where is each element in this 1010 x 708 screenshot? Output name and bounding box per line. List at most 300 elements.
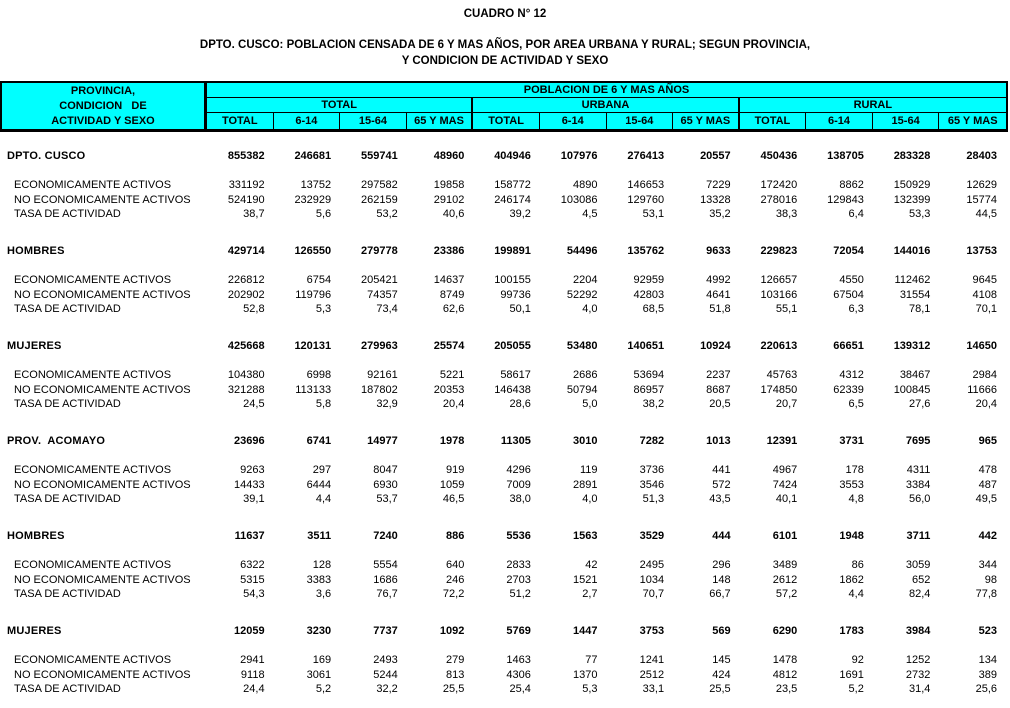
value-cell: 25,4 bbox=[509, 683, 531, 696]
value-cell: 3511 bbox=[307, 529, 332, 542]
value-cell: 25,6 bbox=[975, 683, 997, 696]
value-cell: 2941 bbox=[240, 654, 265, 667]
value-cell: 4812 bbox=[772, 668, 798, 681]
value-cell: 297 bbox=[312, 464, 332, 477]
value-cell: 14433 bbox=[233, 478, 265, 491]
value-cell: 112462 bbox=[894, 274, 931, 287]
value-cell: 139312 bbox=[893, 339, 931, 352]
sub-column-header: 15-64 bbox=[607, 113, 674, 129]
page-subtitle-line2: Y CONDICION DE ACTIVIDAD Y SEXO bbox=[401, 55, 609, 67]
row-label: ECONOMICAMENTE ACTIVOS bbox=[14, 274, 172, 287]
value-cell: 2512 bbox=[639, 668, 665, 681]
value-cell: 135762 bbox=[627, 244, 665, 257]
row-label: TASA DE ACTIVIDAD bbox=[14, 493, 121, 506]
value-cell: 38,7 bbox=[243, 208, 265, 221]
value-cell: 205055 bbox=[494, 339, 531, 352]
table-row bbox=[2, 207, 1006, 222]
value-cell: 58617 bbox=[500, 369, 531, 382]
row-label: NO ECONOMICAMENTE ACTIVOS bbox=[14, 668, 191, 681]
value-cell: 32,9 bbox=[376, 398, 398, 411]
value-cell: 1563 bbox=[573, 529, 598, 542]
value-cell: 53,2 bbox=[376, 208, 398, 221]
value-cell: 1686 bbox=[373, 573, 398, 586]
value-cell: 919 bbox=[445, 464, 465, 477]
value-cell: 6322 bbox=[240, 559, 265, 572]
value-cell: 9263 bbox=[240, 464, 265, 477]
table-row bbox=[2, 433, 1006, 448]
value-cell: 296 bbox=[712, 559, 731, 572]
row-label: NO ECONOMICAMENTE ACTIVOS bbox=[14, 573, 191, 586]
value-cell: 86 bbox=[851, 559, 864, 572]
sub-column-header: 6-14 bbox=[274, 113, 341, 129]
value-cell: 103086 bbox=[560, 193, 598, 206]
value-cell: 569 bbox=[712, 624, 731, 637]
value-cell: 3230 bbox=[306, 624, 332, 637]
value-cell: 8862 bbox=[839, 179, 864, 192]
value-cell: 4,4 bbox=[848, 588, 864, 601]
value-cell: 572 bbox=[712, 478, 731, 491]
table-row bbox=[2, 178, 1006, 193]
table-row bbox=[2, 288, 1006, 303]
value-cell: 132399 bbox=[893, 193, 931, 206]
value-cell: 15774 bbox=[966, 193, 997, 206]
value-cell: 4890 bbox=[573, 179, 598, 192]
value-cell: 92959 bbox=[633, 274, 665, 287]
value-cell: 6444 bbox=[306, 478, 332, 491]
value-cell: 4,8 bbox=[848, 493, 864, 506]
value-cell: 134 bbox=[978, 654, 997, 667]
value-cell: 13753 bbox=[966, 244, 997, 257]
value-cell: 27,6 bbox=[908, 398, 931, 411]
value-cell: 232929 bbox=[294, 193, 332, 206]
value-cell: 57,2 bbox=[775, 588, 798, 601]
group-header-total: TOTAL bbox=[207, 98, 473, 113]
sub-column-header: 6-14 bbox=[540, 113, 607, 129]
sub-column-header: 15-64 bbox=[340, 113, 407, 129]
value-cell: 104380 bbox=[227, 369, 265, 382]
value-cell: 20,4 bbox=[975, 398, 997, 411]
value-cell: 52292 bbox=[566, 288, 598, 301]
value-cell: 1370 bbox=[573, 668, 598, 681]
section-label: DPTO. CUSCO bbox=[7, 149, 86, 162]
value-cell: 5769 bbox=[506, 624, 531, 637]
value-cell: 23,5 bbox=[775, 683, 798, 696]
value-cell: 145 bbox=[712, 654, 731, 667]
value-cell: 7229 bbox=[706, 179, 731, 192]
value-cell: 6290 bbox=[772, 624, 798, 637]
row-header-line-2: CONDICION DE bbox=[59, 99, 147, 112]
table-row bbox=[2, 587, 1006, 602]
value-cell: 53480 bbox=[566, 339, 598, 352]
value-cell: 3010 bbox=[573, 434, 598, 447]
value-cell: 54,3 bbox=[243, 588, 265, 601]
value-cell: 1463 bbox=[506, 654, 531, 667]
value-cell: 25,5 bbox=[442, 683, 465, 696]
value-cell: 120131 bbox=[294, 339, 332, 352]
value-cell: 226812 bbox=[227, 274, 265, 287]
census-table bbox=[0, 81, 1008, 697]
value-cell: 279 bbox=[445, 654, 465, 667]
value-cell: 3711 bbox=[906, 529, 931, 542]
value-cell: 3384 bbox=[905, 478, 931, 491]
value-cell: 965 bbox=[978, 434, 997, 447]
sub-column-header: TOTAL bbox=[473, 113, 540, 129]
table-row bbox=[2, 273, 1006, 288]
value-cell: 3731 bbox=[839, 434, 864, 447]
value-cell: 50794 bbox=[566, 383, 598, 396]
value-cell: 7737 bbox=[373, 624, 398, 637]
value-cell: 66,7 bbox=[709, 588, 731, 601]
row-header-line-3: ACTIVIDAD Y SEXO bbox=[51, 114, 155, 127]
value-cell: 2891 bbox=[573, 478, 598, 491]
value-cell: 2703 bbox=[506, 573, 531, 586]
value-cell: 1059 bbox=[439, 478, 465, 491]
value-cell: 174850 bbox=[760, 383, 798, 396]
value-cell: 148 bbox=[712, 573, 731, 586]
value-cell: 3753 bbox=[639, 624, 665, 637]
value-cell: 100155 bbox=[494, 274, 531, 287]
value-cell: 478 bbox=[978, 464, 997, 477]
value-cell: 2,7 bbox=[582, 588, 598, 601]
value-cell: 3984 bbox=[905, 624, 931, 637]
value-cell: 4108 bbox=[972, 288, 997, 301]
value-cell: 99736 bbox=[500, 288, 531, 301]
value-cell: 35,2 bbox=[709, 208, 731, 221]
row-label: ECONOMICAMENTE ACTIVOS bbox=[14, 559, 172, 572]
value-cell: 7695 bbox=[905, 434, 931, 447]
value-cell: 3383 bbox=[306, 573, 332, 586]
value-cell: 886 bbox=[445, 529, 465, 542]
value-cell: 98 bbox=[984, 573, 997, 586]
value-cell: 1783 bbox=[839, 624, 864, 637]
value-cell: 129760 bbox=[627, 193, 665, 206]
value-cell: 119796 bbox=[295, 288, 332, 301]
value-cell: 172420 bbox=[760, 179, 798, 192]
value-cell: 442 bbox=[978, 529, 997, 542]
section-label: PROV. ACOMAYO bbox=[7, 434, 106, 447]
value-cell: 5,0 bbox=[582, 398, 598, 411]
document-page bbox=[0, 8, 1010, 708]
value-cell: 283328 bbox=[893, 149, 931, 162]
value-cell: 126657 bbox=[760, 274, 798, 287]
value-cell: 2237 bbox=[706, 369, 731, 382]
value-cell: 20,7 bbox=[775, 398, 798, 411]
value-cell: 53,1 bbox=[642, 208, 665, 221]
value-cell: 4,5 bbox=[582, 208, 598, 221]
value-cell: 74357 bbox=[367, 288, 398, 301]
value-cell: 9118 bbox=[240, 668, 265, 681]
value-cell: 24,5 bbox=[243, 398, 265, 411]
value-cell: 3736 bbox=[639, 464, 665, 477]
value-cell: 246174 bbox=[494, 193, 531, 206]
value-cell: 40,1 bbox=[775, 493, 798, 506]
value-cell: 278016 bbox=[760, 193, 798, 206]
value-cell: 6,5 bbox=[848, 398, 864, 411]
value-cell: 1691 bbox=[839, 668, 864, 681]
value-cell: 25,5 bbox=[709, 683, 731, 696]
table-row bbox=[2, 383, 1006, 398]
value-cell: 3489 bbox=[772, 559, 798, 572]
value-cell: 7009 bbox=[506, 478, 531, 491]
value-cell: 2833 bbox=[506, 559, 531, 572]
table-body bbox=[2, 148, 1006, 697]
table-row bbox=[2, 243, 1006, 258]
value-cell: 158772 bbox=[494, 179, 531, 192]
value-cell: 28,6 bbox=[509, 398, 531, 411]
sub-column-header: 15-64 bbox=[873, 113, 940, 129]
value-cell: 169 bbox=[312, 654, 332, 667]
sub-column-header: 65 Y MAS bbox=[673, 113, 740, 129]
value-cell: 1478 bbox=[772, 654, 798, 667]
value-cell: 13752 bbox=[300, 179, 332, 192]
value-cell: 2493 bbox=[373, 654, 398, 667]
value-cell: 146438 bbox=[494, 383, 531, 396]
value-cell: 276413 bbox=[627, 149, 665, 162]
value-cell: 10924 bbox=[700, 339, 731, 352]
sub-column-header: 6-14 bbox=[806, 113, 873, 129]
value-cell: 43,5 bbox=[709, 493, 731, 506]
value-cell: 279778 bbox=[361, 244, 398, 257]
value-cell: 38467 bbox=[899, 369, 931, 382]
table-row bbox=[2, 302, 1006, 317]
value-cell: 202902 bbox=[227, 288, 265, 301]
row-label: ECONOMICAMENTE ACTIVOS bbox=[14, 654, 172, 667]
value-cell: 813 bbox=[445, 668, 465, 681]
value-cell: 1978 bbox=[439, 434, 465, 447]
value-cell: 50,1 bbox=[509, 303, 531, 316]
value-cell: 331192 bbox=[228, 179, 265, 192]
value-cell: 72,2 bbox=[442, 588, 465, 601]
value-cell: 78,1 bbox=[908, 303, 931, 316]
value-cell: 5,6 bbox=[315, 208, 332, 221]
value-cell: 1948 bbox=[839, 529, 864, 542]
value-cell: 140651 bbox=[627, 339, 665, 352]
value-cell: 62339 bbox=[833, 383, 864, 396]
value-cell: 404946 bbox=[494, 149, 531, 162]
value-cell: 9645 bbox=[972, 274, 997, 287]
value-cell: 6998 bbox=[306, 369, 332, 382]
value-cell: 5,2 bbox=[315, 683, 332, 696]
value-cell: 4306 bbox=[506, 668, 531, 681]
value-cell: 6,4 bbox=[848, 208, 864, 221]
value-cell: 25574 bbox=[433, 339, 465, 352]
value-cell: 92 bbox=[851, 654, 864, 667]
value-cell: 3553 bbox=[839, 478, 864, 491]
value-cell: 144016 bbox=[893, 244, 931, 257]
row-header-line-1: PROVINCIA, bbox=[70, 84, 136, 97]
table-row bbox=[2, 668, 1006, 683]
value-cell: 1447 bbox=[573, 624, 598, 637]
value-cell: 6741 bbox=[306, 434, 332, 447]
value-cell: 4,0 bbox=[582, 493, 598, 506]
value-cell: 14977 bbox=[367, 434, 398, 447]
value-cell: 7240 bbox=[373, 529, 398, 542]
value-cell: 77 bbox=[585, 654, 598, 667]
value-cell: 246681 bbox=[294, 149, 332, 162]
value-cell: 66651 bbox=[833, 339, 864, 352]
value-cell: 1034 bbox=[639, 573, 665, 586]
value-cell: 53,7 bbox=[376, 493, 398, 506]
value-cell: 49,5 bbox=[975, 493, 997, 506]
value-cell: 103166 bbox=[760, 288, 798, 301]
value-cell: 107976 bbox=[560, 149, 598, 162]
value-cell: 20557 bbox=[700, 149, 731, 162]
value-cell: 1862 bbox=[839, 573, 864, 586]
value-cell: 559741 bbox=[361, 149, 398, 162]
row-label: TASA DE ACTIVIDAD bbox=[14, 208, 121, 221]
row-label: TASA DE ACTIVIDAD bbox=[14, 398, 121, 411]
table-row bbox=[2, 368, 1006, 383]
value-cell: 424 bbox=[712, 668, 731, 681]
value-cell: 14650 bbox=[966, 339, 997, 352]
value-cell: 12391 bbox=[766, 434, 798, 447]
value-cell: 444 bbox=[712, 529, 731, 542]
value-cell: 129843 bbox=[827, 193, 864, 206]
value-cell: 23696 bbox=[233, 434, 265, 447]
table-row bbox=[2, 528, 1006, 543]
value-cell: 429714 bbox=[227, 244, 265, 257]
value-cell: 4311 bbox=[906, 464, 931, 477]
value-cell: 40,6 bbox=[442, 208, 465, 221]
value-cell: 14637 bbox=[433, 274, 465, 287]
value-cell: 8687 bbox=[706, 383, 731, 396]
value-cell: 640 bbox=[445, 559, 465, 572]
value-cell: 5536 bbox=[506, 529, 531, 542]
value-cell: 3061 bbox=[306, 668, 332, 681]
value-cell: 4312 bbox=[839, 369, 864, 382]
row-label: ECONOMICAMENTE ACTIVOS bbox=[14, 179, 172, 192]
value-cell: 44,5 bbox=[975, 208, 997, 221]
value-cell: 39,2 bbox=[509, 208, 531, 221]
value-cell: 1252 bbox=[905, 654, 931, 667]
sub-column-header: TOTAL bbox=[740, 113, 807, 129]
value-cell: 53,3 bbox=[908, 208, 931, 221]
value-cell: 5,8 bbox=[315, 398, 332, 411]
value-cell: 4550 bbox=[839, 274, 864, 287]
value-cell: 52,8 bbox=[243, 303, 265, 316]
value-cell: 4,4 bbox=[315, 493, 332, 506]
value-cell: 46,5 bbox=[442, 493, 465, 506]
table-row bbox=[2, 463, 1006, 478]
value-cell: 67504 bbox=[833, 288, 864, 301]
value-cell: 82,4 bbox=[908, 588, 931, 601]
value-cell: 70,1 bbox=[975, 303, 997, 316]
value-cell: 72054 bbox=[833, 244, 864, 257]
sub-column-header: 65 Y MAS bbox=[947, 115, 998, 127]
row-label: TASA DE ACTIVIDAD bbox=[14, 683, 121, 696]
value-cell: 23386 bbox=[433, 244, 465, 257]
value-cell: 389 bbox=[978, 668, 997, 681]
value-cell: 523 bbox=[978, 624, 997, 637]
value-cell: 51,8 bbox=[709, 303, 731, 316]
value-cell: 279963 bbox=[361, 339, 398, 352]
value-cell: 56,0 bbox=[908, 493, 931, 506]
table-row bbox=[2, 682, 1006, 697]
value-cell: 262159 bbox=[361, 193, 398, 206]
row-label: NO ECONOMICAMENTE ACTIVOS bbox=[14, 288, 191, 301]
table-row bbox=[2, 558, 1006, 573]
value-cell: 20,4 bbox=[442, 398, 465, 411]
value-cell: 487 bbox=[978, 478, 997, 491]
value-cell: 11666 bbox=[967, 383, 997, 396]
value-cell: 38,0 bbox=[509, 493, 531, 506]
value-cell: 4296 bbox=[506, 464, 531, 477]
value-cell: 178 bbox=[845, 464, 864, 477]
value-cell: 39,1 bbox=[243, 493, 265, 506]
value-cell: 2686 bbox=[573, 369, 598, 382]
value-cell: 92161 bbox=[367, 369, 398, 382]
table-row bbox=[2, 397, 1006, 412]
value-cell: 73,4 bbox=[376, 303, 398, 316]
sub-column-header: TOTAL bbox=[207, 113, 274, 129]
value-cell: 146653 bbox=[627, 179, 665, 192]
value-cell: 1092 bbox=[439, 624, 465, 637]
value-cell: 12629 bbox=[966, 179, 997, 192]
value-cell: 7282 bbox=[639, 434, 665, 447]
value-cell: 76,7 bbox=[376, 588, 398, 601]
value-cell: 119 bbox=[579, 464, 598, 477]
value-cell: 4992 bbox=[706, 274, 731, 287]
value-cell: 1521 bbox=[573, 573, 598, 586]
value-cell: 77,8 bbox=[975, 588, 997, 601]
value-cell: 6,3 bbox=[848, 303, 864, 316]
value-cell: 220613 bbox=[760, 339, 798, 352]
value-cell: 86957 bbox=[633, 383, 665, 396]
value-cell: 38,3 bbox=[775, 208, 798, 221]
value-cell: 4641 bbox=[706, 288, 731, 301]
row-label: TASA DE ACTIVIDAD bbox=[14, 303, 121, 316]
table-row bbox=[2, 573, 1006, 588]
value-cell: 11305 bbox=[500, 434, 531, 447]
value-cell: 5315 bbox=[240, 573, 265, 586]
value-cell: 3059 bbox=[905, 559, 931, 572]
value-cell: 5,2 bbox=[848, 683, 864, 696]
row-label: TASA DE ACTIVIDAD bbox=[14, 588, 121, 601]
sub-column-header: 65 Y MAS bbox=[407, 113, 474, 129]
value-cell: 33,1 bbox=[642, 683, 665, 696]
value-cell: 70,7 bbox=[642, 588, 665, 601]
value-cell: 2984 bbox=[972, 369, 997, 382]
value-cell: 2732 bbox=[905, 668, 931, 681]
value-cell: 187802 bbox=[361, 383, 398, 396]
value-cell: 3,6 bbox=[315, 588, 332, 601]
value-cell: 5221 bbox=[439, 369, 465, 382]
table-row bbox=[2, 148, 1006, 163]
group-header-urbana: URBANA bbox=[473, 98, 739, 113]
value-cell: 42803 bbox=[633, 288, 665, 301]
value-cell: 8749 bbox=[439, 288, 465, 301]
table-row bbox=[2, 478, 1006, 493]
value-cell: 51,2 bbox=[509, 588, 531, 601]
value-cell: 321288 bbox=[227, 383, 265, 396]
section-label: MUJERES bbox=[7, 624, 62, 637]
value-cell: 199891 bbox=[494, 244, 531, 257]
value-cell: 11637 bbox=[234, 529, 265, 542]
value-cell: 652 bbox=[912, 573, 931, 586]
row-header-cell bbox=[2, 83, 207, 129]
value-cell: 31,4 bbox=[908, 683, 931, 696]
value-cell: 113133 bbox=[295, 383, 332, 396]
value-cell: 5,3 bbox=[315, 303, 332, 316]
value-cell: 5,3 bbox=[582, 683, 598, 696]
section-label: MUJERES bbox=[7, 339, 62, 352]
row-label: NO ECONOMICAMENTE ACTIVOS bbox=[14, 478, 191, 491]
value-cell: 6101 bbox=[772, 529, 798, 542]
value-cell: 1013 bbox=[706, 434, 731, 447]
table-row bbox=[2, 193, 1006, 208]
value-cell: 4,0 bbox=[582, 303, 598, 316]
value-cell: 13328 bbox=[700, 193, 731, 206]
